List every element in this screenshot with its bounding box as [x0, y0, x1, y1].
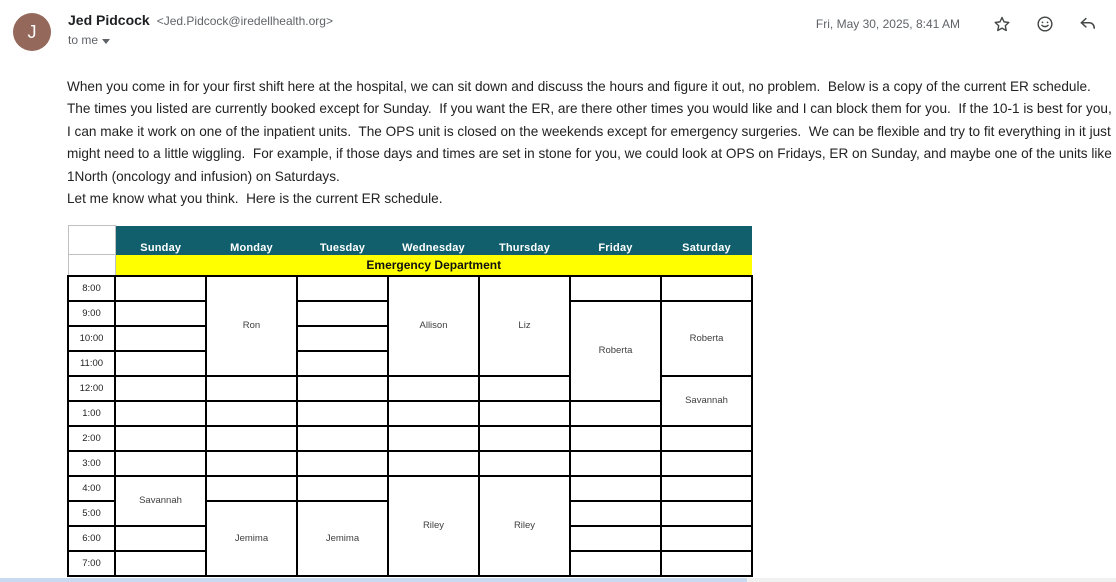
time-label: 5:00 — [68, 501, 115, 526]
shift-cell-riley: Riley — [479, 476, 570, 576]
empty-cell — [479, 376, 570, 401]
day-header-sunday: Sunday — [115, 226, 206, 255]
time-label: 6:00 — [68, 526, 115, 551]
empty-cell — [115, 401, 206, 426]
empty-cell — [388, 451, 479, 476]
empty-cell — [661, 526, 752, 551]
reply-icon[interactable] — [1078, 14, 1098, 34]
shift-cell-ron: Ron — [206, 276, 297, 376]
time-label: 10:00 — [68, 326, 115, 351]
time-label: 9:00 — [68, 301, 115, 326]
shift-cell-roberta: Roberta — [570, 301, 661, 401]
chevron-down-icon — [102, 39, 110, 44]
corner-cell — [68, 226, 115, 255]
day-header-row — [68, 226, 752, 255]
shift-cell-roberta: Roberta — [661, 301, 752, 376]
shift-cell-savannah: Savannah — [661, 376, 752, 426]
corner-cell — [68, 255, 115, 276]
recipient-dropdown[interactable] — [68, 33, 110, 47]
empty-cell — [388, 426, 479, 451]
empty-cell — [206, 426, 297, 451]
sender-name: Jed Pidcock — [68, 12, 150, 28]
star-icon[interactable] — [992, 14, 1012, 34]
shift-cell-allison: Allison — [388, 276, 479, 376]
day-header-friday: Friday — [570, 226, 661, 255]
empty-cell — [115, 526, 206, 551]
time-label: 8:00 — [68, 276, 115, 301]
empty-cell — [297, 301, 388, 326]
empty-cell — [297, 426, 388, 451]
shift-cell-jemima: Jemima — [206, 501, 297, 576]
body-paragraph: When you come in for your first shift here at the hospital, we can sit down and discuss the hours and figure it out, no problem. Below is a copy of the current ER schedule. The times you listed are currently booked except for Sunday. If you want the ER, are there other times you would like and I can block them for you. If the 10-1 is best for you, I can make it work on one of the inpatient units. The OPS unit is closed on the weekends except for emergency surgeries. We can be flexible and try to fit everything in it just might need to a little wiggling. For example, if those days and times are set in stone for you, we could look at OPS on Fridays, ER on Sunday, and maybe one of the units like 1North (oncology and infusion) on Saturdays. — [67, 79, 1116, 184]
bottom-edge-strip — [0, 578, 747, 582]
schedule-body — [68, 276, 752, 576]
empty-cell — [115, 326, 206, 351]
time-label: 11:00 — [68, 351, 115, 376]
time-label: 3:00 — [68, 451, 115, 476]
emoji-smile-icon[interactable] — [1035, 14, 1055, 34]
empty-cell — [661, 476, 752, 501]
empty-cell — [297, 401, 388, 426]
empty-cell — [297, 326, 388, 351]
empty-cell — [388, 376, 479, 401]
empty-cell — [570, 551, 661, 576]
shift-cell-riley: Riley — [388, 476, 479, 576]
empty-cell — [661, 451, 752, 476]
empty-cell — [661, 426, 752, 451]
empty-cell — [115, 301, 206, 326]
banner-row — [68, 255, 752, 276]
empty-cell — [115, 551, 206, 576]
empty-cell — [115, 376, 206, 401]
avatar-letter: J — [27, 21, 37, 42]
empty-cell — [297, 451, 388, 476]
email-date: Fri, May 30, 2025, 8:41 AM — [815, 17, 960, 31]
day-header-saturday: Saturday — [661, 226, 752, 255]
shift-cell-jemima: Jemima — [297, 501, 388, 576]
schedule-row — [68, 276, 752, 301]
empty-cell — [570, 476, 661, 501]
empty-cell — [206, 476, 297, 501]
empty-cell — [570, 401, 661, 426]
time-label: 2:00 — [68, 426, 115, 451]
sender-email: <Jed.Pidcock@iredellhealth.org> — [156, 14, 333, 28]
empty-cell — [206, 401, 297, 426]
empty-cell — [297, 476, 388, 501]
shift-cell-liz: Liz — [479, 276, 570, 376]
header-meta — [816, 14, 1098, 34]
er-schedule — [67, 225, 1116, 577]
schedule-row — [68, 426, 752, 451]
empty-cell — [570, 501, 661, 526]
empty-cell — [661, 276, 752, 301]
empty-cell — [297, 351, 388, 376]
empty-cell — [115, 351, 206, 376]
body-closing: Let me know what you think. Here is the current ER schedule. — [67, 191, 443, 207]
empty-cell — [479, 451, 570, 476]
shift-cell-savannah: Savannah — [115, 476, 206, 526]
day-header-wednesday: Wednesday — [388, 226, 479, 255]
email-header — [13, 12, 1100, 62]
bottom-edge-strip — [747, 578, 1116, 582]
schedule-row — [68, 401, 752, 426]
empty-cell — [570, 451, 661, 476]
empty-cell — [570, 426, 661, 451]
time-label: 7:00 — [68, 551, 115, 576]
department-banner: Emergency Department — [115, 255, 752, 276]
schedule-row — [68, 451, 752, 476]
day-header-monday: Monday — [206, 226, 297, 255]
empty-cell — [115, 276, 206, 301]
day-header-thursday: Thursday — [479, 226, 570, 255]
empty-cell — [388, 401, 479, 426]
time-label: 1:00 — [68, 401, 115, 426]
empty-cell — [206, 451, 297, 476]
avatar[interactable] — [13, 13, 51, 51]
empty-cell — [115, 451, 206, 476]
empty-cell — [661, 551, 752, 576]
empty-cell — [661, 501, 752, 526]
time-label: 4:00 — [68, 476, 115, 501]
empty-cell — [570, 276, 661, 301]
empty-cell — [479, 426, 570, 451]
recipient-label: to me — [68, 33, 99, 47]
day-header-tuesday: Tuesday — [297, 226, 388, 255]
sender-block — [68, 12, 333, 47]
empty-cell — [479, 401, 570, 426]
empty-cell — [115, 426, 206, 451]
empty-cell — [297, 276, 388, 301]
empty-cell — [570, 526, 661, 551]
schedule-row — [68, 476, 752, 501]
email-body — [67, 76, 1116, 210]
empty-cell — [206, 376, 297, 401]
empty-cell — [297, 376, 388, 401]
time-label: 12:00 — [68, 376, 115, 401]
schedule-table — [67, 225, 753, 577]
